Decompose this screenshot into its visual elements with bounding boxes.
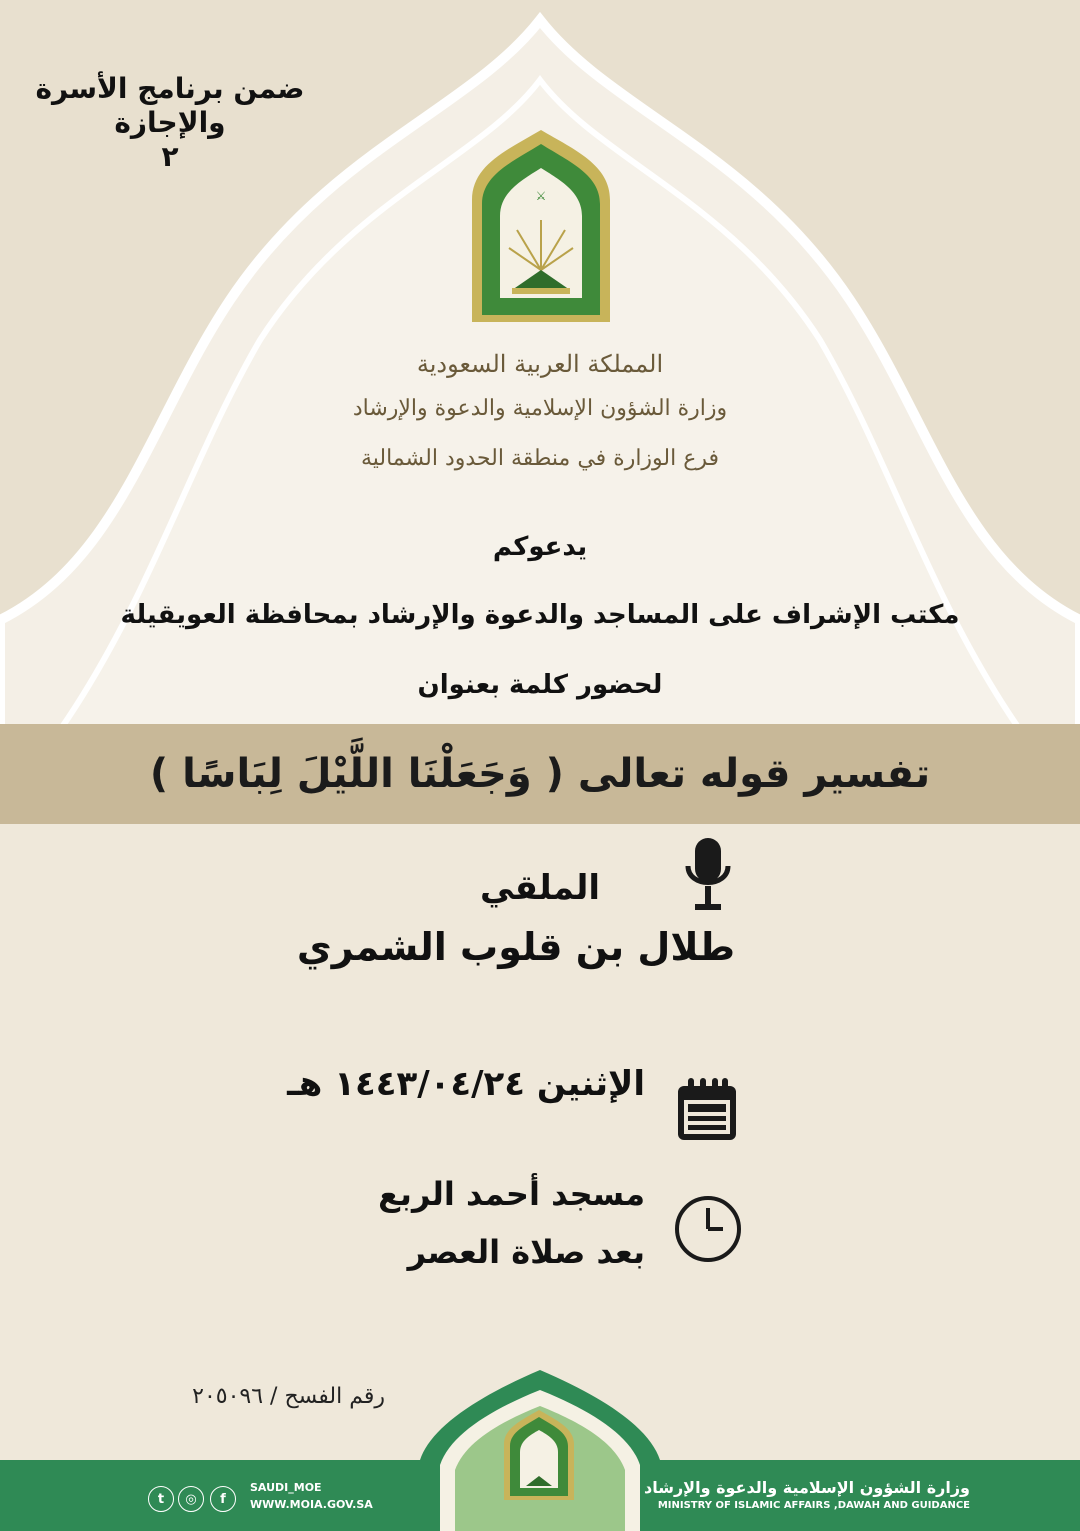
microphone-icon — [683, 836, 733, 916]
permit-number: رقم الفسح / ٢٠٥٠٩٦ — [192, 1384, 385, 1409]
kingdom-name: المملكة العربية السعودية — [416, 350, 664, 378]
date-line: الإثنين ١٤٤٣/٠٤/٢٤ هـ — [287, 1064, 645, 1104]
program-label — [20, 72, 320, 174]
footer-emblem-icon — [500, 1410, 578, 1500]
facebook-icon[interactable]: f — [210, 1486, 236, 1512]
time-text: بعد صلاة العصر — [407, 1233, 645, 1271]
calendar-icon — [676, 1076, 738, 1142]
speaker-name: طلال بن قلوب الشمري — [296, 925, 735, 969]
clock-icon — [673, 1194, 743, 1264]
ministry-name: وزارة الشؤون الإسلامية والدعوة والإرشاد — [352, 396, 728, 421]
lecture-title: تفسير قوله تعالى ( وَجَعَلْنَا اللَّيْلَ لِبَاسًا ) — [149, 751, 931, 797]
title-band — [0, 724, 1080, 824]
website-link[interactable]: WWW.MOIA.GOV.SA — [250, 1498, 373, 1511]
program-label-line2: والإجازة — [114, 106, 226, 139]
attend-text: لحضور كلمة بعنوان — [417, 670, 663, 700]
svg-text:⚔: ⚔ — [535, 189, 547, 203]
branch-name: فرع الوزارة في منطقة الحدود الشمالية — [360, 446, 720, 471]
office-text: مكتب الإشراف على المساجد والدعوة والإرشاد بمحافظة العويقيلة — [120, 600, 960, 630]
speaker-label: الملقي — [480, 868, 600, 908]
social-handle: SAUDI_MOE — [250, 1481, 322, 1494]
location-text: مسجد أحمد الربع — [378, 1175, 645, 1213]
invites-text: يدعوكم — [492, 532, 588, 562]
footer-ministry-arabic: وزارة الشؤون الإسلامية والدعوة والإرشاد — [644, 1478, 970, 1497]
twitter-icon[interactable]: t — [148, 1486, 174, 1512]
footer-ministry-english: MINISTRY OF ISLAMIC AFFAIRS ,DAWAH AND GUIDANCE — [657, 1500, 970, 1511]
program-label-line1: ضمن برنامج الأسرة — [35, 72, 305, 105]
ministry-emblem-icon — [462, 130, 620, 322]
instagram-icon[interactable]: ◎ — [178, 1486, 204, 1512]
program-label-line3: ٢ — [161, 140, 179, 173]
